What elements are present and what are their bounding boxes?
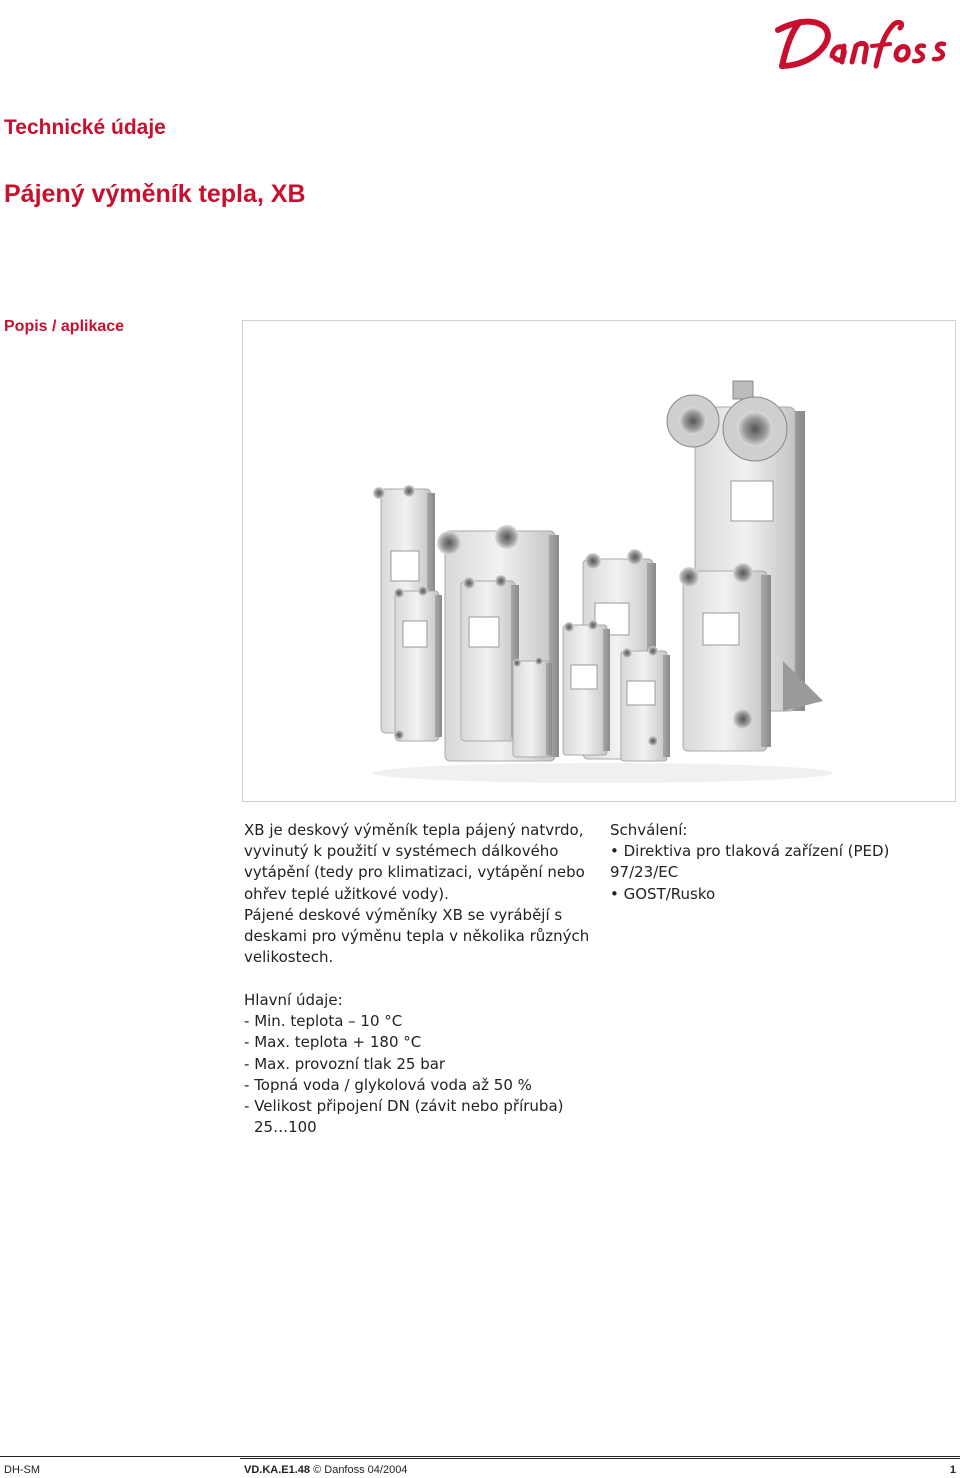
center-exchanger	[461, 575, 519, 741]
list-item: - Max. teplota + 180 °C	[244, 1032, 644, 1053]
danfoss-logo	[772, 8, 956, 80]
heat-exchanger-product-photo	[243, 321, 955, 801]
product-photo	[242, 320, 956, 802]
front-small-exchanger-3	[621, 646, 670, 761]
small-exchanger	[394, 586, 442, 741]
main-data-list	[244, 1011, 644, 1138]
page-number: 1	[949, 1464, 956, 1476]
list-item-continuation: 25…100	[254, 1118, 317, 1137]
list-item: - Velikost připojení DN (závit nebo příruba) 25…100	[244, 1096, 644, 1138]
main-data-block	[244, 990, 644, 1138]
copyright: © Danfoss 04/2004	[313, 1464, 408, 1476]
approvals-list	[610, 841, 956, 905]
footer-department: DH-SM	[4, 1464, 41, 1476]
footer-divider	[240, 1458, 960, 1459]
approvals-block	[610, 820, 956, 905]
list-item: • GOST/Rusko	[610, 884, 956, 905]
list-item: • Direktiva pro tlaková zařízení (PED) 97/23/EC	[610, 841, 956, 883]
list-item: - Min. teplota – 10 °C	[244, 1011, 644, 1032]
footer-document-code	[244, 1464, 407, 1476]
description-block	[244, 820, 604, 968]
footer-divider	[0, 1456, 960, 1457]
document-code: VD.KA.E1.48	[244, 1464, 311, 1476]
description-paragraph: XB je deskový výměník tepla pájený natvrdo, vyvinutý k použití v systémech dálkového vytápění (tedy pro klimatizaci, vytápění nebo ohřev teplé užitkové vody).	[244, 821, 585, 903]
main-data-heading: Hlavní údaje:	[244, 991, 343, 1009]
front-small-exchanger-1	[513, 657, 552, 757]
document-category: Technické údaje	[4, 116, 166, 139]
description-paragraph: Pájené deskové výměníky XB se vyrábějí s deskami pro výměnu tepla v několika různých velikostech.	[244, 905, 590, 967]
list-item: - Max. provozní tlak 25 bar	[244, 1054, 644, 1075]
section-label: Popis / aplikace	[4, 318, 125, 335]
list-item: - Topná voda / glykolová voda až 50 %	[244, 1075, 644, 1096]
front-small-exchanger-2	[563, 620, 610, 755]
document-title: Pájený výměník tepla, XB	[4, 180, 306, 208]
approvals-heading: Schválení:	[610, 821, 688, 839]
right-exchanger	[679, 563, 771, 751]
